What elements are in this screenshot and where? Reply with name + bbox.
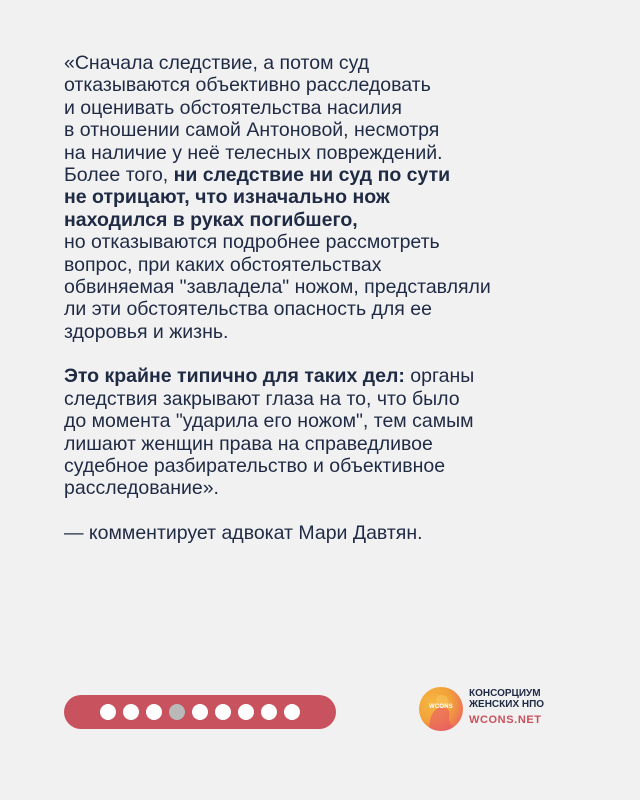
quote-line-mixed bbox=[64, 365, 584, 387]
quote-line: и оценивать обстоятельства насилия bbox=[64, 96, 402, 119]
logo-title-line-2: ЖЕНСКИХ НПО bbox=[469, 699, 545, 710]
quote-line: «Сначала следствие, а потом суд bbox=[64, 52, 370, 74]
quote-line: здоровья и жизнь. bbox=[64, 320, 229, 343]
pager-dot[interactable] bbox=[192, 704, 208, 720]
quote-line-mixed bbox=[64, 164, 584, 186]
quote-line: в отношении самой Антоновой, несмотря bbox=[64, 119, 440, 142]
quote-line: но отказываются подробнее рассмотреть bbox=[64, 231, 440, 254]
pager-dot[interactable] bbox=[123, 704, 139, 720]
quote-attribution: — комментирует адвокат Мари Давтян. bbox=[64, 521, 423, 544]
pager-dot-active[interactable] bbox=[169, 704, 185, 720]
quote-lines-1-rest bbox=[64, 186, 584, 343]
quote-lines-2-rest bbox=[64, 388, 584, 500]
logo-url[interactable]: WCONS.NET bbox=[469, 714, 542, 726]
logo-emblem-icon bbox=[419, 687, 463, 731]
quote-line: не отрицают, что изначально нож bbox=[64, 186, 390, 209]
quote-line: находился в руках погибшего, bbox=[64, 208, 358, 231]
quote-paragraph-2 bbox=[64, 365, 584, 499]
pager-dot[interactable] bbox=[215, 704, 231, 720]
quote-line: обвиняемая "завладела" ножом, представляли bbox=[64, 276, 491, 299]
logo-title bbox=[469, 688, 544, 710]
quote-block bbox=[64, 52, 584, 544]
quote-line: лишают женщин права на справедливое bbox=[64, 432, 433, 455]
consortium-logo[interactable] bbox=[419, 687, 589, 735]
slide-pager bbox=[64, 695, 336, 729]
quote-line: судебное разбирательство и объективное bbox=[64, 454, 446, 477]
logo-title-line-1: КОНСОРЦИУМ bbox=[469, 688, 541, 699]
quote-line: до момента "ударила его ножом", тем самым bbox=[64, 410, 474, 433]
quote-lines-1 bbox=[64, 52, 584, 164]
quote-line: на наличие у неё телесных повреждений. bbox=[64, 141, 443, 164]
quote-line: расследование». bbox=[64, 477, 219, 500]
logo-mark-text: WCONS bbox=[429, 704, 453, 710]
quote-line: вопрос, при каких обстоятельствах bbox=[64, 253, 382, 276]
quote-line: ли эти обстоятельства опасность для ее bbox=[64, 298, 432, 321]
pager-dot[interactable] bbox=[100, 704, 116, 720]
quote-paragraph-1 bbox=[64, 52, 584, 343]
quote-text-normal: Более того, bbox=[64, 164, 174, 187]
pager-dot[interactable] bbox=[238, 704, 254, 720]
quote-line: отказываются объективно расследовать bbox=[64, 74, 431, 97]
quote-line: следствия закрывают глаза на то, что было bbox=[64, 387, 460, 410]
quote-text-normal: органы bbox=[404, 365, 475, 388]
pager-dot[interactable] bbox=[261, 704, 277, 720]
pager-dot[interactable] bbox=[284, 704, 300, 720]
pager-dot[interactable] bbox=[146, 704, 162, 720]
quote-text-bold: ни следствие ни суд по сути bbox=[173, 164, 451, 187]
quote-text-bold: Это крайне типично для таких дел: bbox=[64, 365, 405, 388]
